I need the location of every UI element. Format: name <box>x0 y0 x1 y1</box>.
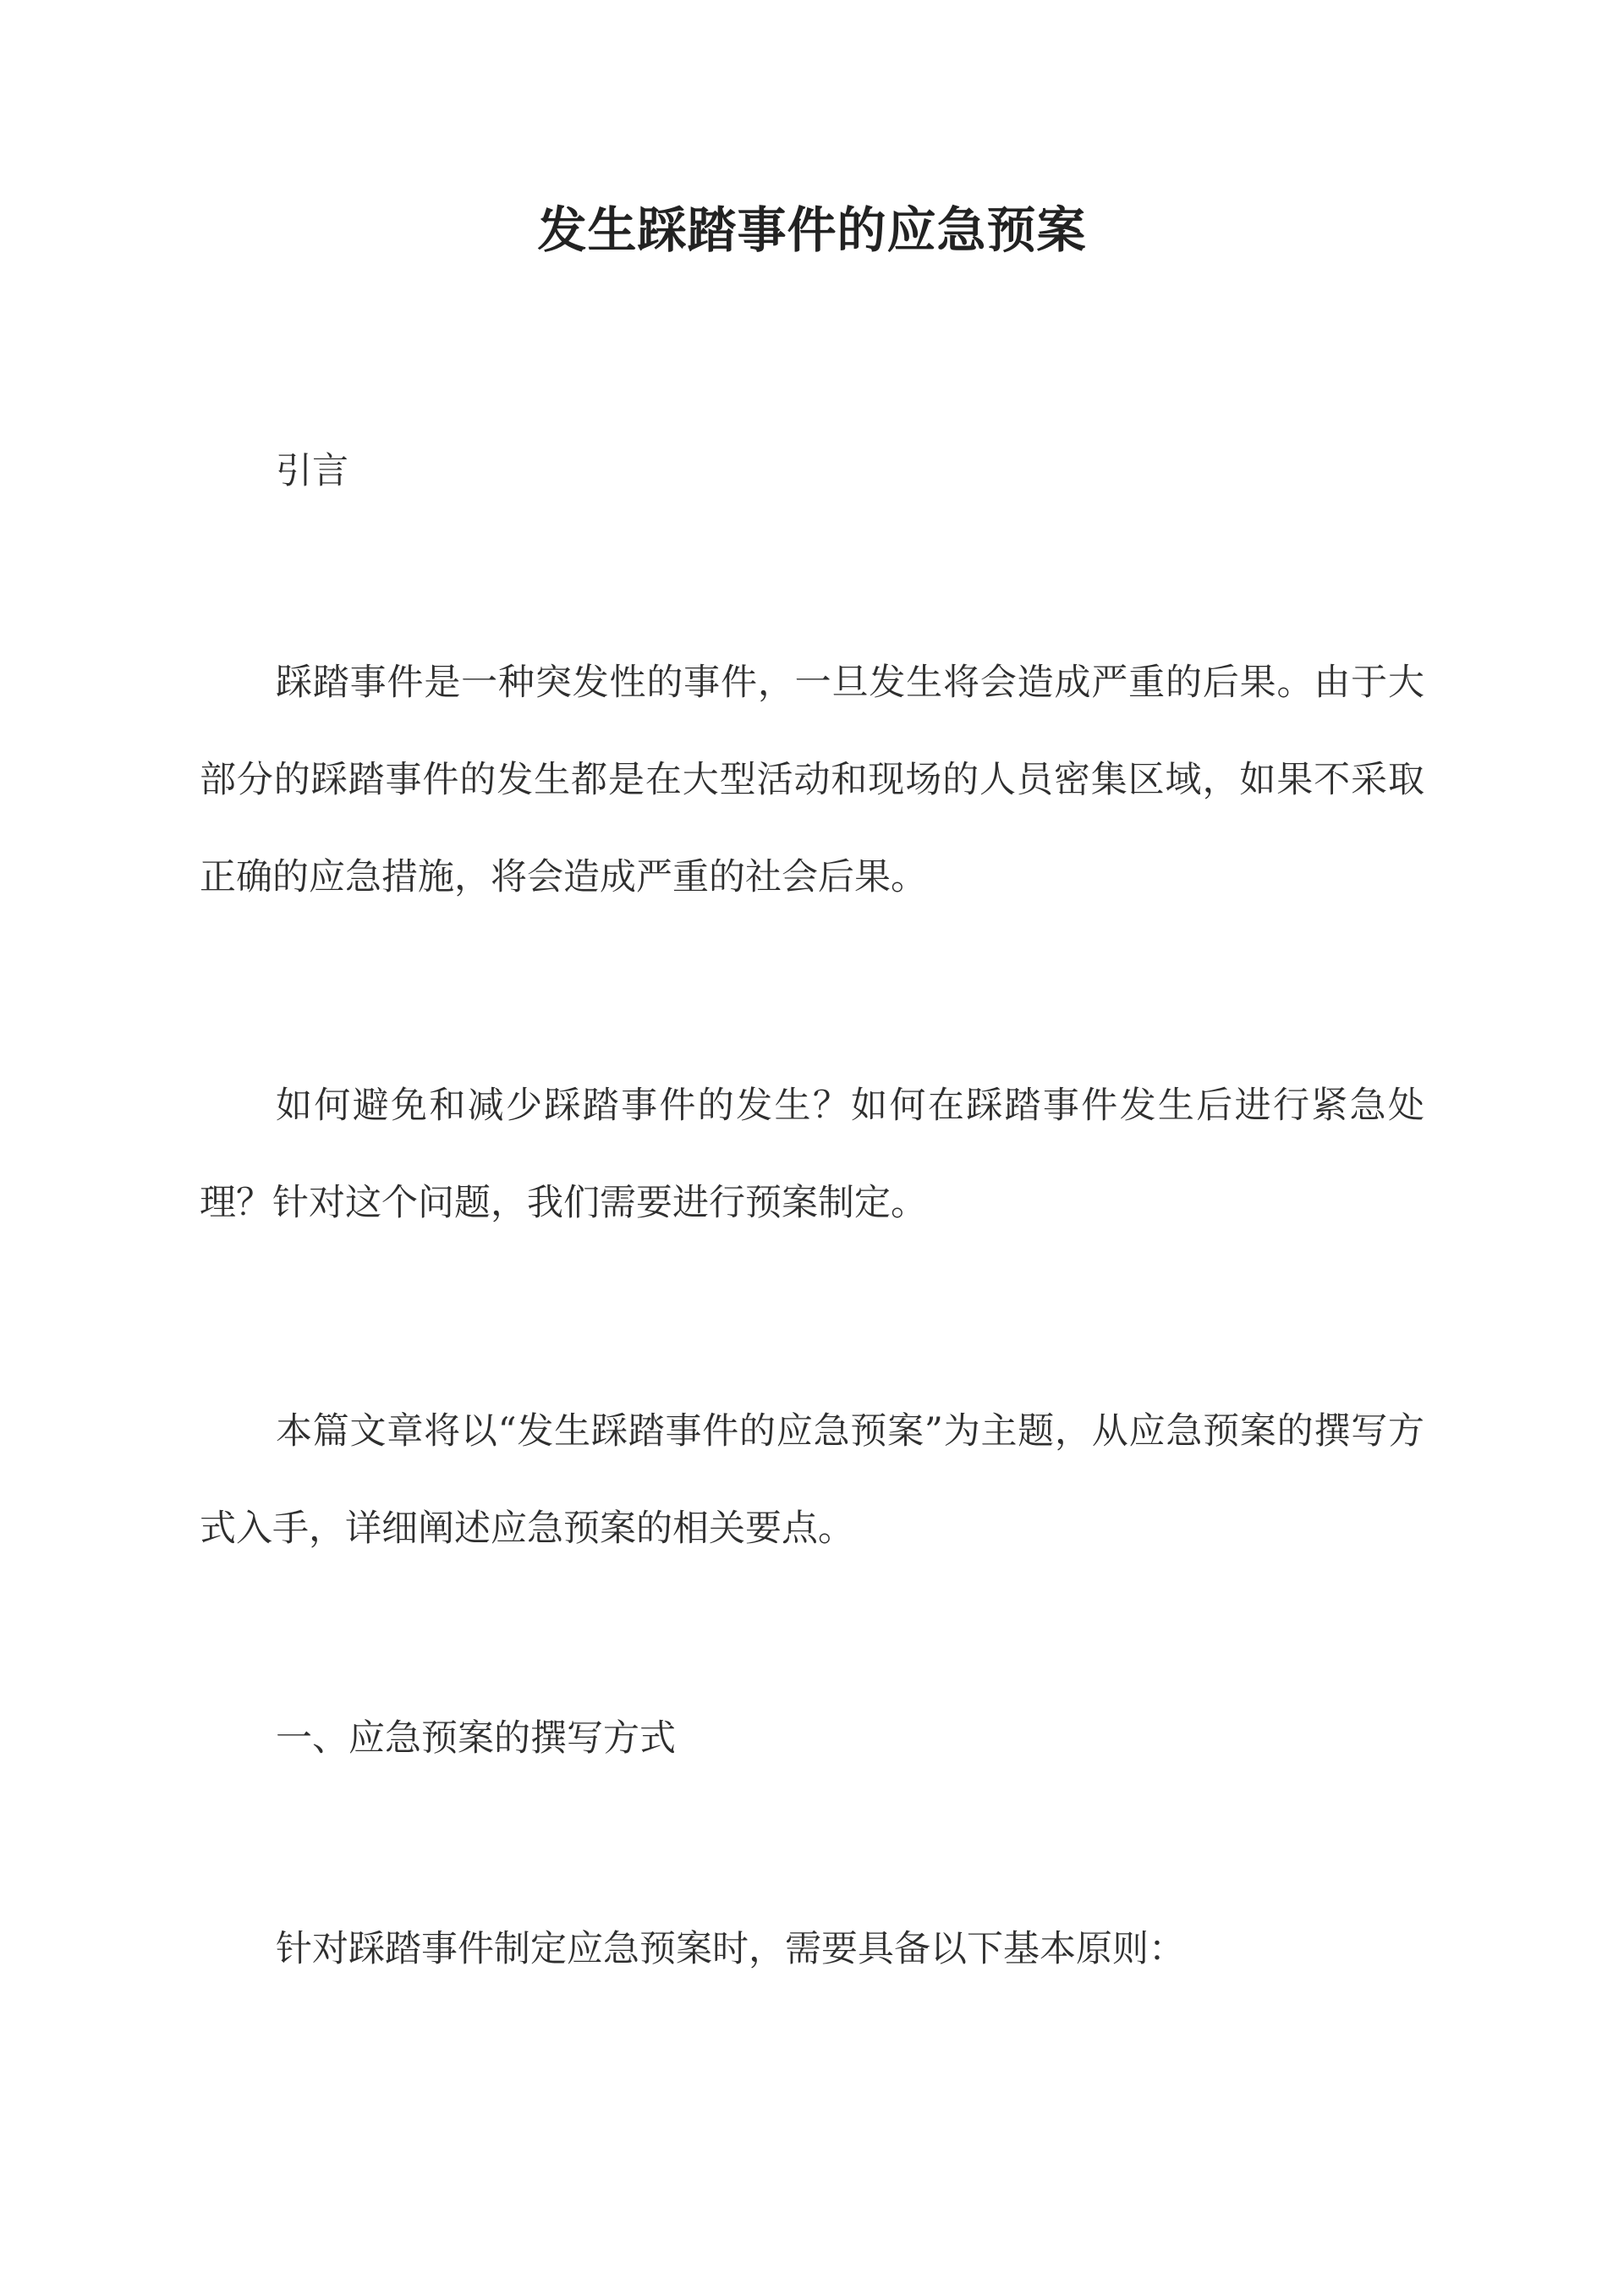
paragraph-3: 本篇文章将以“发生踩踏事件的应急预案”为主题，从应急预案的撰写方式入手，详细阐述应急预案的相关要点。 <box>200 1410 1424 1550</box>
intro-heading: 引言 <box>276 450 348 492</box>
section-1-heading: 一、应急预案的撰写方式 <box>276 1717 676 1760</box>
document-title: 发生踩踏事件的应急预案 <box>537 201 1087 259</box>
paragraph-4: 针对踩踏事件制定应急预案时，需要具备以下基本原则： <box>276 1928 1185 1970</box>
paragraph-1: 踩踏事件是一种突发性的事件，一旦发生将会造成严重的后果。由于大部分的踩踏事件的发生都是在大型活动和现场的人员密集区域，如果不采取正确的应急措施，将会造成严重的社会后果。 <box>200 662 1424 898</box>
paragraph-2: 如何避免和减少踩踏事件的发生？如何在踩踏事件发生后进行紧急处理？针对这个问题，我们需要进行预案制定。 <box>200 1085 1424 1224</box>
